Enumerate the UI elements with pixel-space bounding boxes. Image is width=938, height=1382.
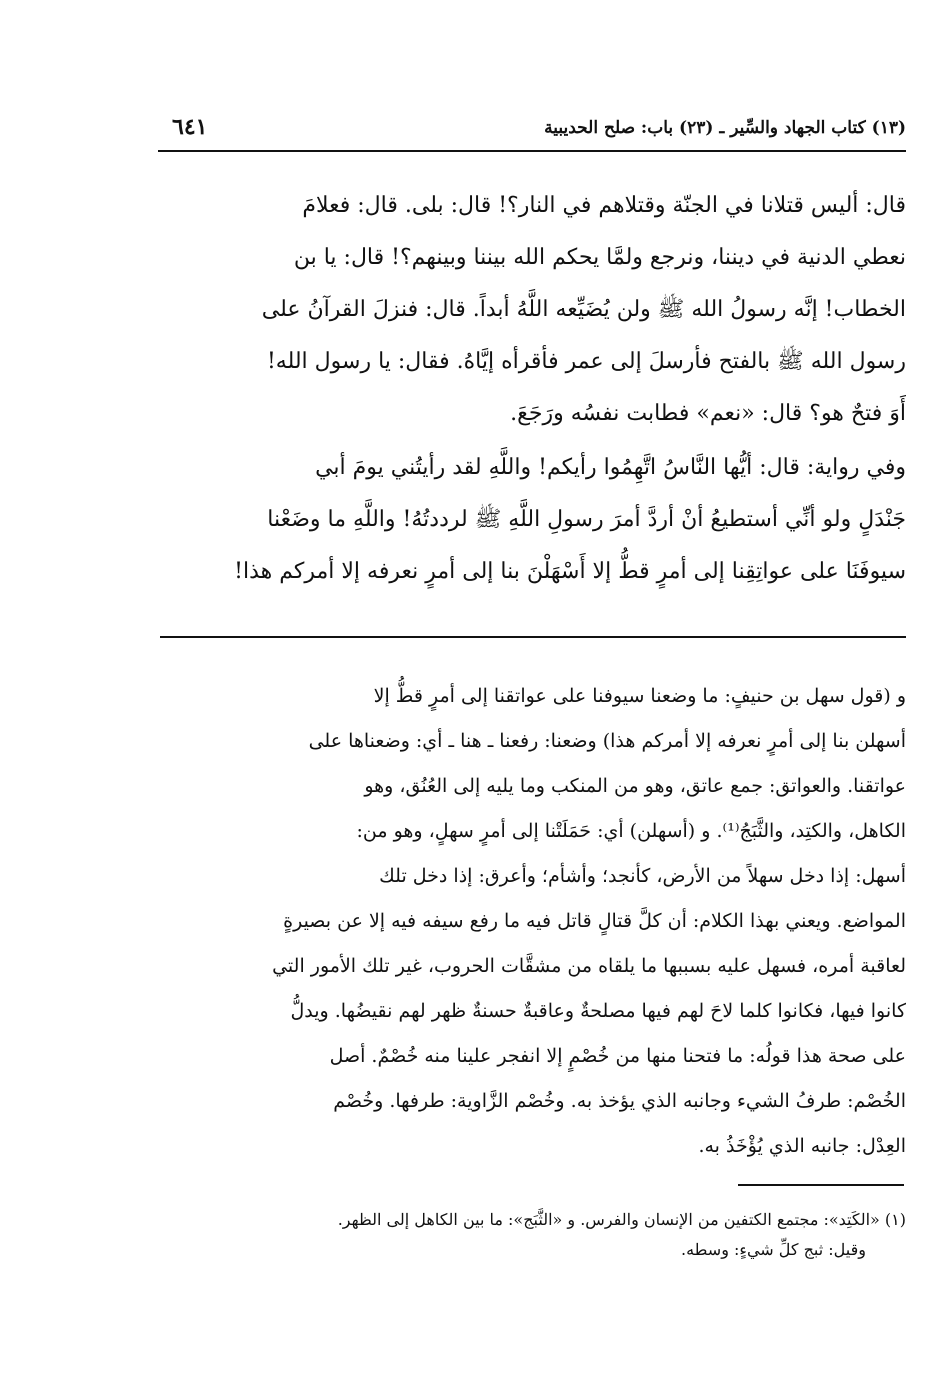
text-line: المواضع. ويعني بهذا الكلام: أن كلَّ قتالٍ قاتل فيه ما رفع سيفه فيه إلا عن بصيرةٍ	[283, 910, 906, 932]
text-line: على صحة هذا قولُه: ما فتحنا منها من خُصْمٍ إلا انفجر علينا منه خُصْمٌ. أصل	[329, 1045, 906, 1067]
footnote-divider	[738, 1184, 904, 1186]
text-line: أسهلن بنا إلى أمرٍ نعرفه إلا أمركم هذا) وضعنا: رفعنا ـ هنا ـ أي: وضعناها على	[308, 730, 906, 752]
text-line: و (قول سهل بن حنيفٍ: ما وضعنا سيوفنا على عواتقنا إلى أمرٍ قطُّ إلا	[373, 685, 906, 707]
text-line: أَوَ فتحٌ هو؟ قال: «نعم» فطابت نفسُه ورَجَعَ.	[510, 401, 906, 426]
footnote-line: (١) «الكَتِد»: مجتمع الكتفين من الإنسان والفرس. و «الثَّبَج»: ما بين الكاهل إلى الظهر.	[337, 1210, 906, 1229]
text-line: كانوا فيها، فكانوا كلما لاحَ لهم فيها مصلحةٌ وعاقبةٌ حسنةٌ ظهر لهم نقيضُها. ويدلُّ	[290, 1000, 906, 1022]
text-line: الكاهل، والكتِد، والثَّبَجُ⁽¹⁾. و (أسهلن) أي: حَمَلَتْنا إلى أمرٍ سهلٍ، وهو من:	[356, 820, 906, 842]
main-paragraph-2	[160, 442, 906, 598]
commentary-paragraph	[160, 674, 906, 1169]
text-line: لعاقبة أمره، فسهل عليه بسببها ما يلقاه من مشقَّات الحروب، غير تلك الأمور التي	[272, 955, 906, 977]
page-number: ٦٤١	[172, 114, 208, 140]
text-line: رسول الله ﷺ بالفتح فأرسلَ إلى عمر فأقرأه إيَّاهُ. فقال: يا رسول الله!	[266, 349, 906, 374]
text-line: سيوفَنَا على عواتِقِنا إلى أمرٍ قطُّ إلا أَسْهَلْنَ بنا إلى أمرٍ نعرفه إلا أمركم هذا!	[234, 559, 906, 584]
text-line: قال: أليس قتلانا في الجنّة وقتلاهم في النار؟! قال: بلى. قال: فعلامَ	[302, 193, 906, 218]
header-title: (١٣) كتاب الجهاد والسِّير ـ (٢٣) باب: صلح الحديبية	[544, 118, 906, 138]
text-line: عواتقنا. والعواتق: جمع عاتق، وهو من المنكب وما يليه إلى العُنُق، وهو	[364, 775, 906, 797]
text-line: نعطي الدنية في ديننا، ونرجع ولمَّا يحكم الله بيننا وبينهم؟! قال: يا بن	[293, 245, 906, 270]
running-header	[158, 114, 906, 152]
text-line: أسهل: إذا دخل سهلاً من الأرض، كأنجد؛ وأشأم؛ وأعرق: إذا دخل تلك	[379, 865, 906, 887]
text-line: الخُصْم: طرفُ الشيء وجانبه الذي يؤخذ به. وخُصْم الزَّاوية: طرفها. وخُصْم	[333, 1090, 906, 1112]
text-line: وفي رواية: قال: أيُّها النَّاسُ اتَّهِمُوا رأيكم! واللَّهِ لقد رأيتُني يومَ أبي	[315, 455, 906, 480]
text-line: الخطاب! إنَّه رسولُ الله ﷺ ولن يُضَيِّعه اللَّهُ أبداً. قال: فنزلَ القرآنُ على	[261, 297, 906, 322]
text-line: العِدْل: جانبه الذي يُؤْخَذُ به.	[698, 1135, 906, 1157]
section-divider	[160, 636, 906, 638]
footnotes	[160, 1205, 906, 1265]
footnote-line: وقيل: ثبج كلِّ شيءٍ: وسطه.	[681, 1240, 866, 1259]
main-paragraph-1	[160, 180, 906, 440]
text-line: جَنْدَلٍ ولو أنِّي أستطيعُ أنْ أردَّ أمرَ رسولِ اللَّهِ ﷺ لرددتُهُ! واللَّهِ ما وضَعْنا	[267, 507, 906, 532]
